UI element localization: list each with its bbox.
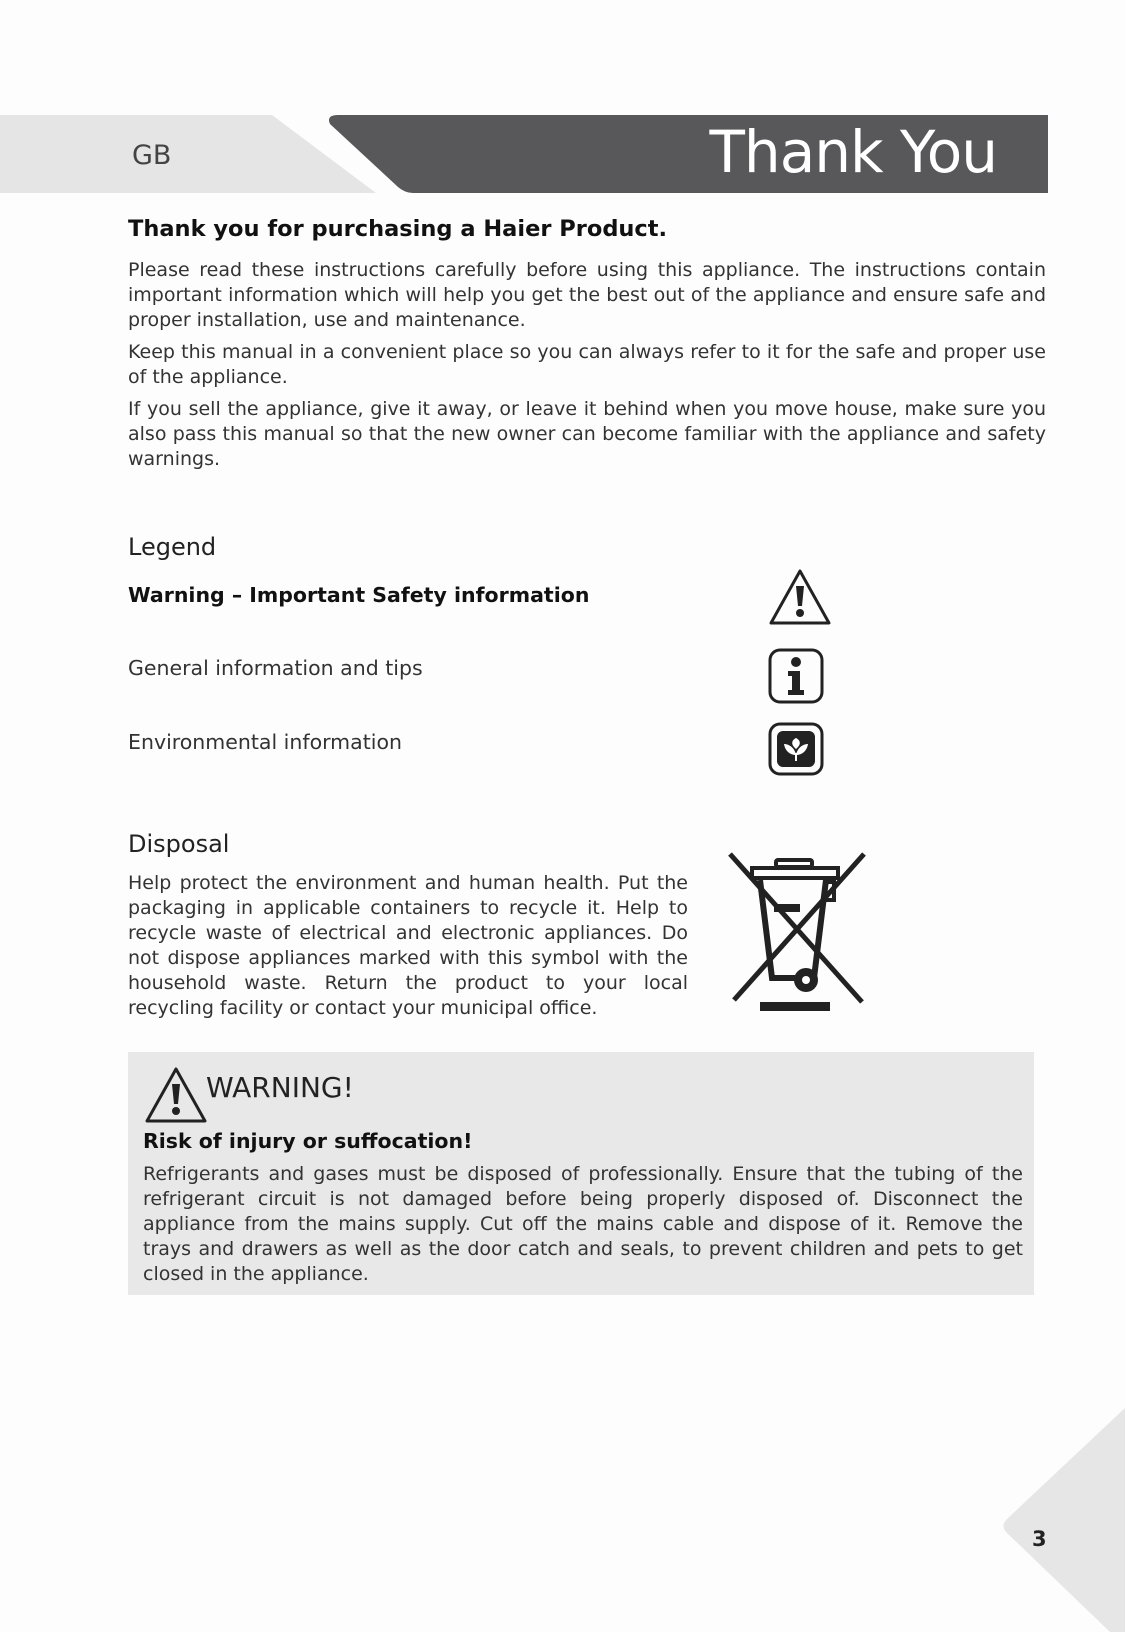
legend-item-info: General information and tips — [128, 656, 423, 680]
warning-triangle-icon — [144, 1066, 208, 1124]
crossed-out-wheelie-bin-icon — [722, 850, 872, 1015]
language-code: GB — [132, 140, 172, 171]
legend-item-warning: Warning – Important Safety information — [128, 583, 590, 607]
disposal-heading: Disposal — [128, 830, 230, 858]
intro-paragraph: Keep this manual in a convenient place so you can always refer to it for the safe and proper use of the appliance. — [128, 341, 1046, 388]
page-corner-decoration — [995, 1408, 1125, 1632]
environment-icon — [768, 722, 824, 776]
warning-text: Refrigerants and gases must be disposed of professionally. Ensure that the tubing of the refrigerant circuit is not damaged before being properly disposed of. Disconnect the appliance from the mains supply. Cut off the mains cable and dispose of it. Remove the trays and drawers as well as the door catch and seals, to prevent children and pets to get closed in the appliance. — [143, 1163, 1023, 1285]
legend-item-environment: Environmental information — [128, 730, 402, 754]
intro-paragraph: Please read these instructions carefully before using this appliance. The instructions contain important information which will help you get the best out of the appliance and ensure safe and proper installation, use and maintenance. — [128, 259, 1046, 331]
info-icon — [768, 648, 824, 704]
legend-heading: Legend — [128, 533, 217, 561]
warning-box — [128, 1052, 1034, 1295]
intro-paragraph: If you sell the appliance, give it away, or leave it behind when you move house, make sure you also pass this manual so that the new owner can become familiar with the appliance and safety warnings. — [128, 398, 1046, 470]
page-title: Thank You — [709, 118, 997, 186]
intro-heading: Thank you for purchasing a Haier Product. — [128, 216, 668, 242]
warning-triangle-icon — [768, 568, 832, 626]
warning-subtitle: Risk of injury or suffocation! — [143, 1129, 473, 1153]
disposal-text: Help protect the environment and human health. Put the packaging in applicable containers to recycle it. Help to recycle waste of electrical and electronic appliances. Do not dispose appliances marked with this symbol with the household waste. Return the product to your local recycling facility or contact your municipal office. — [128, 872, 688, 1019]
warning-title: WARNING! — [206, 1071, 354, 1104]
page-number: 3 — [1032, 1527, 1047, 1551]
